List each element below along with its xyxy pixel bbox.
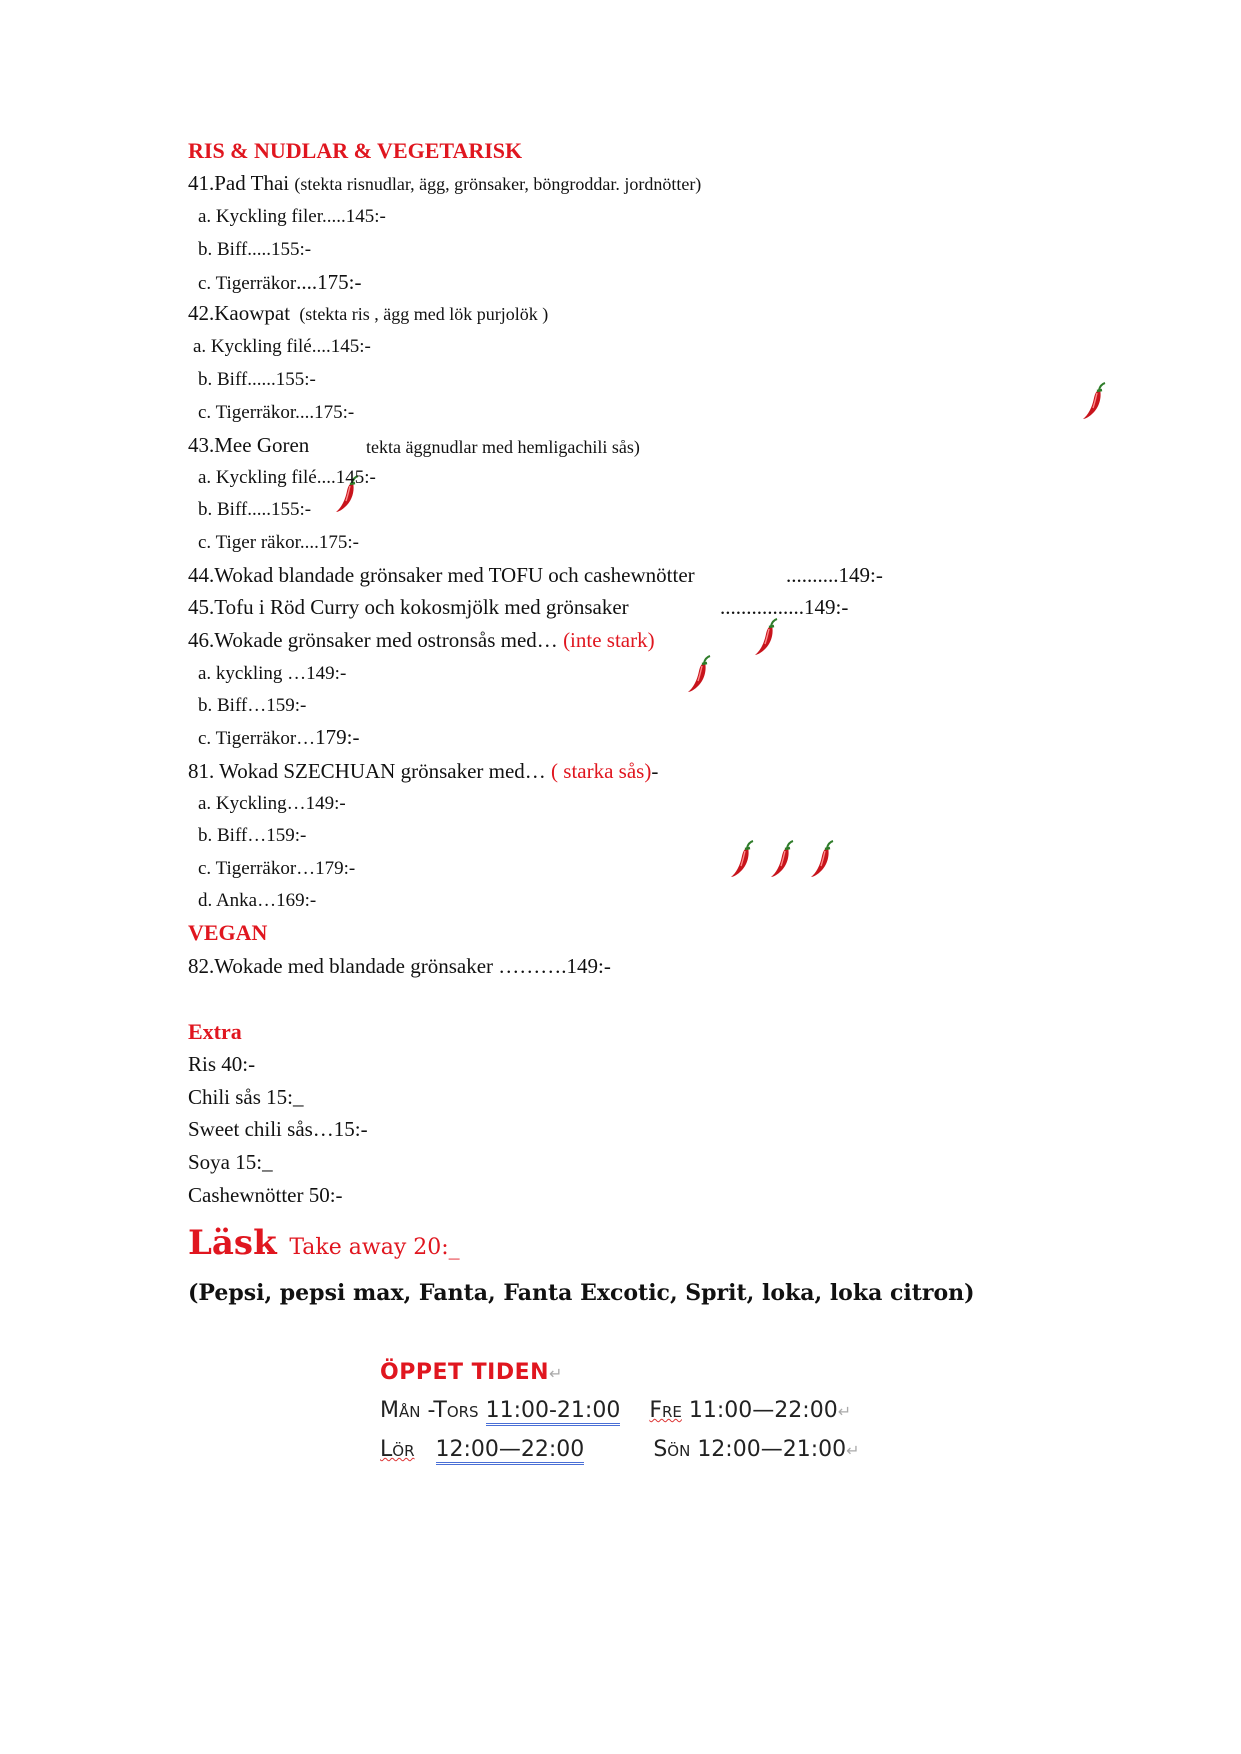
dish-43-option-a: a. Kyckling filé....145:- [198,467,376,488]
extra-item: Sweet chili sås…15:- [188,1117,368,1141]
chili-pepper-icon [728,840,758,880]
dish-81-title: 81. Wokad SZECHUAN grönsaker med… [188,759,546,783]
opening-hours-title-text: ÖPPET TIDEN [380,1360,550,1385]
dish-42-option-a: a. Kyckling filé....145:- [193,336,371,357]
hours-weekend [380,1437,860,1462]
hours-mon-thu-label: Mån -Tors [380,1398,479,1423]
dish-43-desc: tekta äggnudlar med hemligachili sås) [366,437,640,457]
chili-pepper-icon [685,655,715,695]
dish-81-option-b: b. Biff…159:- [198,825,307,846]
dish-41-option-c [198,272,361,293]
dish-44-title: 44.Wokad blandade grönsaker med TOFU och cashewnötter [188,563,695,587]
dish-42-desc: (stekta ris , ägg med lök purjolök ) [299,304,549,324]
dish-46-note: (inte stark) [563,628,655,652]
dish-42-title: 42.Kaowpat [188,301,291,325]
dish-46-option-c [198,727,359,748]
hours-weekdays [380,1398,851,1423]
dish-45-title: 45.Tofu i Röd Curry och kokosmjölk med grönsaker [188,595,629,619]
return-mark: ↵ [837,1402,852,1421]
dish-81-note: ( starka sås) [551,759,652,783]
drinks-list: (Pepsi, pepsi max, Fanta, Fanta Excotic, Sprit, loka, loka citron) [188,1280,975,1306]
dish-41-title: 41.Pad Thai [188,171,290,195]
dish-46 [188,630,655,651]
dish-42-option-c: c. Tigerräkor....175:- [198,402,355,423]
dish-81-option-c: c. Tigerräkor…179:- [198,858,356,879]
chili-pepper-icon [808,840,838,880]
hours-fri-time: 11:00—22:00 [688,1398,838,1423]
dish-46-option-a: a. kyckling …149:- [198,663,347,684]
hours-sun-label: Sön [653,1437,691,1462]
dish-46-title: 46.Wokade grönsaker med ostronsås med… [188,628,558,652]
dish-41-desc: (stekta risnudlar, ägg, grönsaker, böngroddar. jordnötter) [294,174,702,194]
dish-46-option-c-price: 179:- [315,725,360,749]
section-title-rice-noodles: RIS & NUDLAR & VEGETARISK [188,138,523,163]
dish-42 [188,303,548,324]
drinks-title: Läsk [188,1223,277,1263]
dish-46-option-b: b. Biff…159:- [198,695,307,716]
hours-sun-time: 12:00—21:00 [697,1437,847,1462]
hours-fri-label: Fre [649,1398,682,1423]
dish-44-price: ..........149:- [786,563,883,587]
dish-81-option-d: d. Anka…169:- [198,890,317,911]
dish-42-option-b: b. Biff......155:- [198,369,316,390]
dish-43-option-c: c. Tiger räkor....175:- [198,532,359,553]
return-mark: ↵ [846,1441,860,1460]
dish-81-option-a: a. Kyckling…149:- [198,793,346,814]
extra-item: Cashewnötter 50:- [188,1183,343,1207]
section-title-extra: Extra [188,1019,242,1044]
chili-pepper-icon [768,840,798,880]
hours-sat-label: Lör [380,1437,415,1462]
dish-41-option-a: a. Kyckling filer.....145:- [198,206,386,227]
dish-81 [188,761,658,782]
dish-41-option-c-price: ....175:- [296,270,362,294]
opening-hours-title [380,1360,562,1385]
extra-item: Ris 40:- [188,1052,256,1076]
dish-41 [188,173,701,194]
dish-82-title: 82.Wokade med blandade grönsaker ……….149:- [188,954,611,978]
drinks-takeaway-price: Take away 20:_ [289,1235,460,1260]
dish-81-dash: - [651,759,659,783]
dish-46-option-c-name: c. Tigerräkor… [198,728,316,749]
dish-45-price: ................149:- [720,595,849,619]
chili-pepper-icon [752,618,782,658]
dish-41-option-c-name: c. Tigerräkor [198,273,297,294]
hours-sat-time: 12:00—22:00 [436,1437,585,1465]
extra-item: Soya 15:_ [188,1150,273,1174]
dish-41-option-b: b. Biff.....155:- [198,239,312,260]
section-title-vegan: VEGAN [188,920,268,945]
hours-mon-thu-time: 11:00-21:00 [486,1398,621,1426]
dish-43-title: 43.Mee Goren [188,433,310,457]
chili-pepper-icon [1080,382,1110,422]
drinks-heading [188,1223,460,1263]
extra-item: Chili sås 15:_ [188,1085,304,1109]
dish-43-option-b: b. Biff.....155:- [198,499,312,520]
return-mark: ↵ [549,1364,563,1383]
